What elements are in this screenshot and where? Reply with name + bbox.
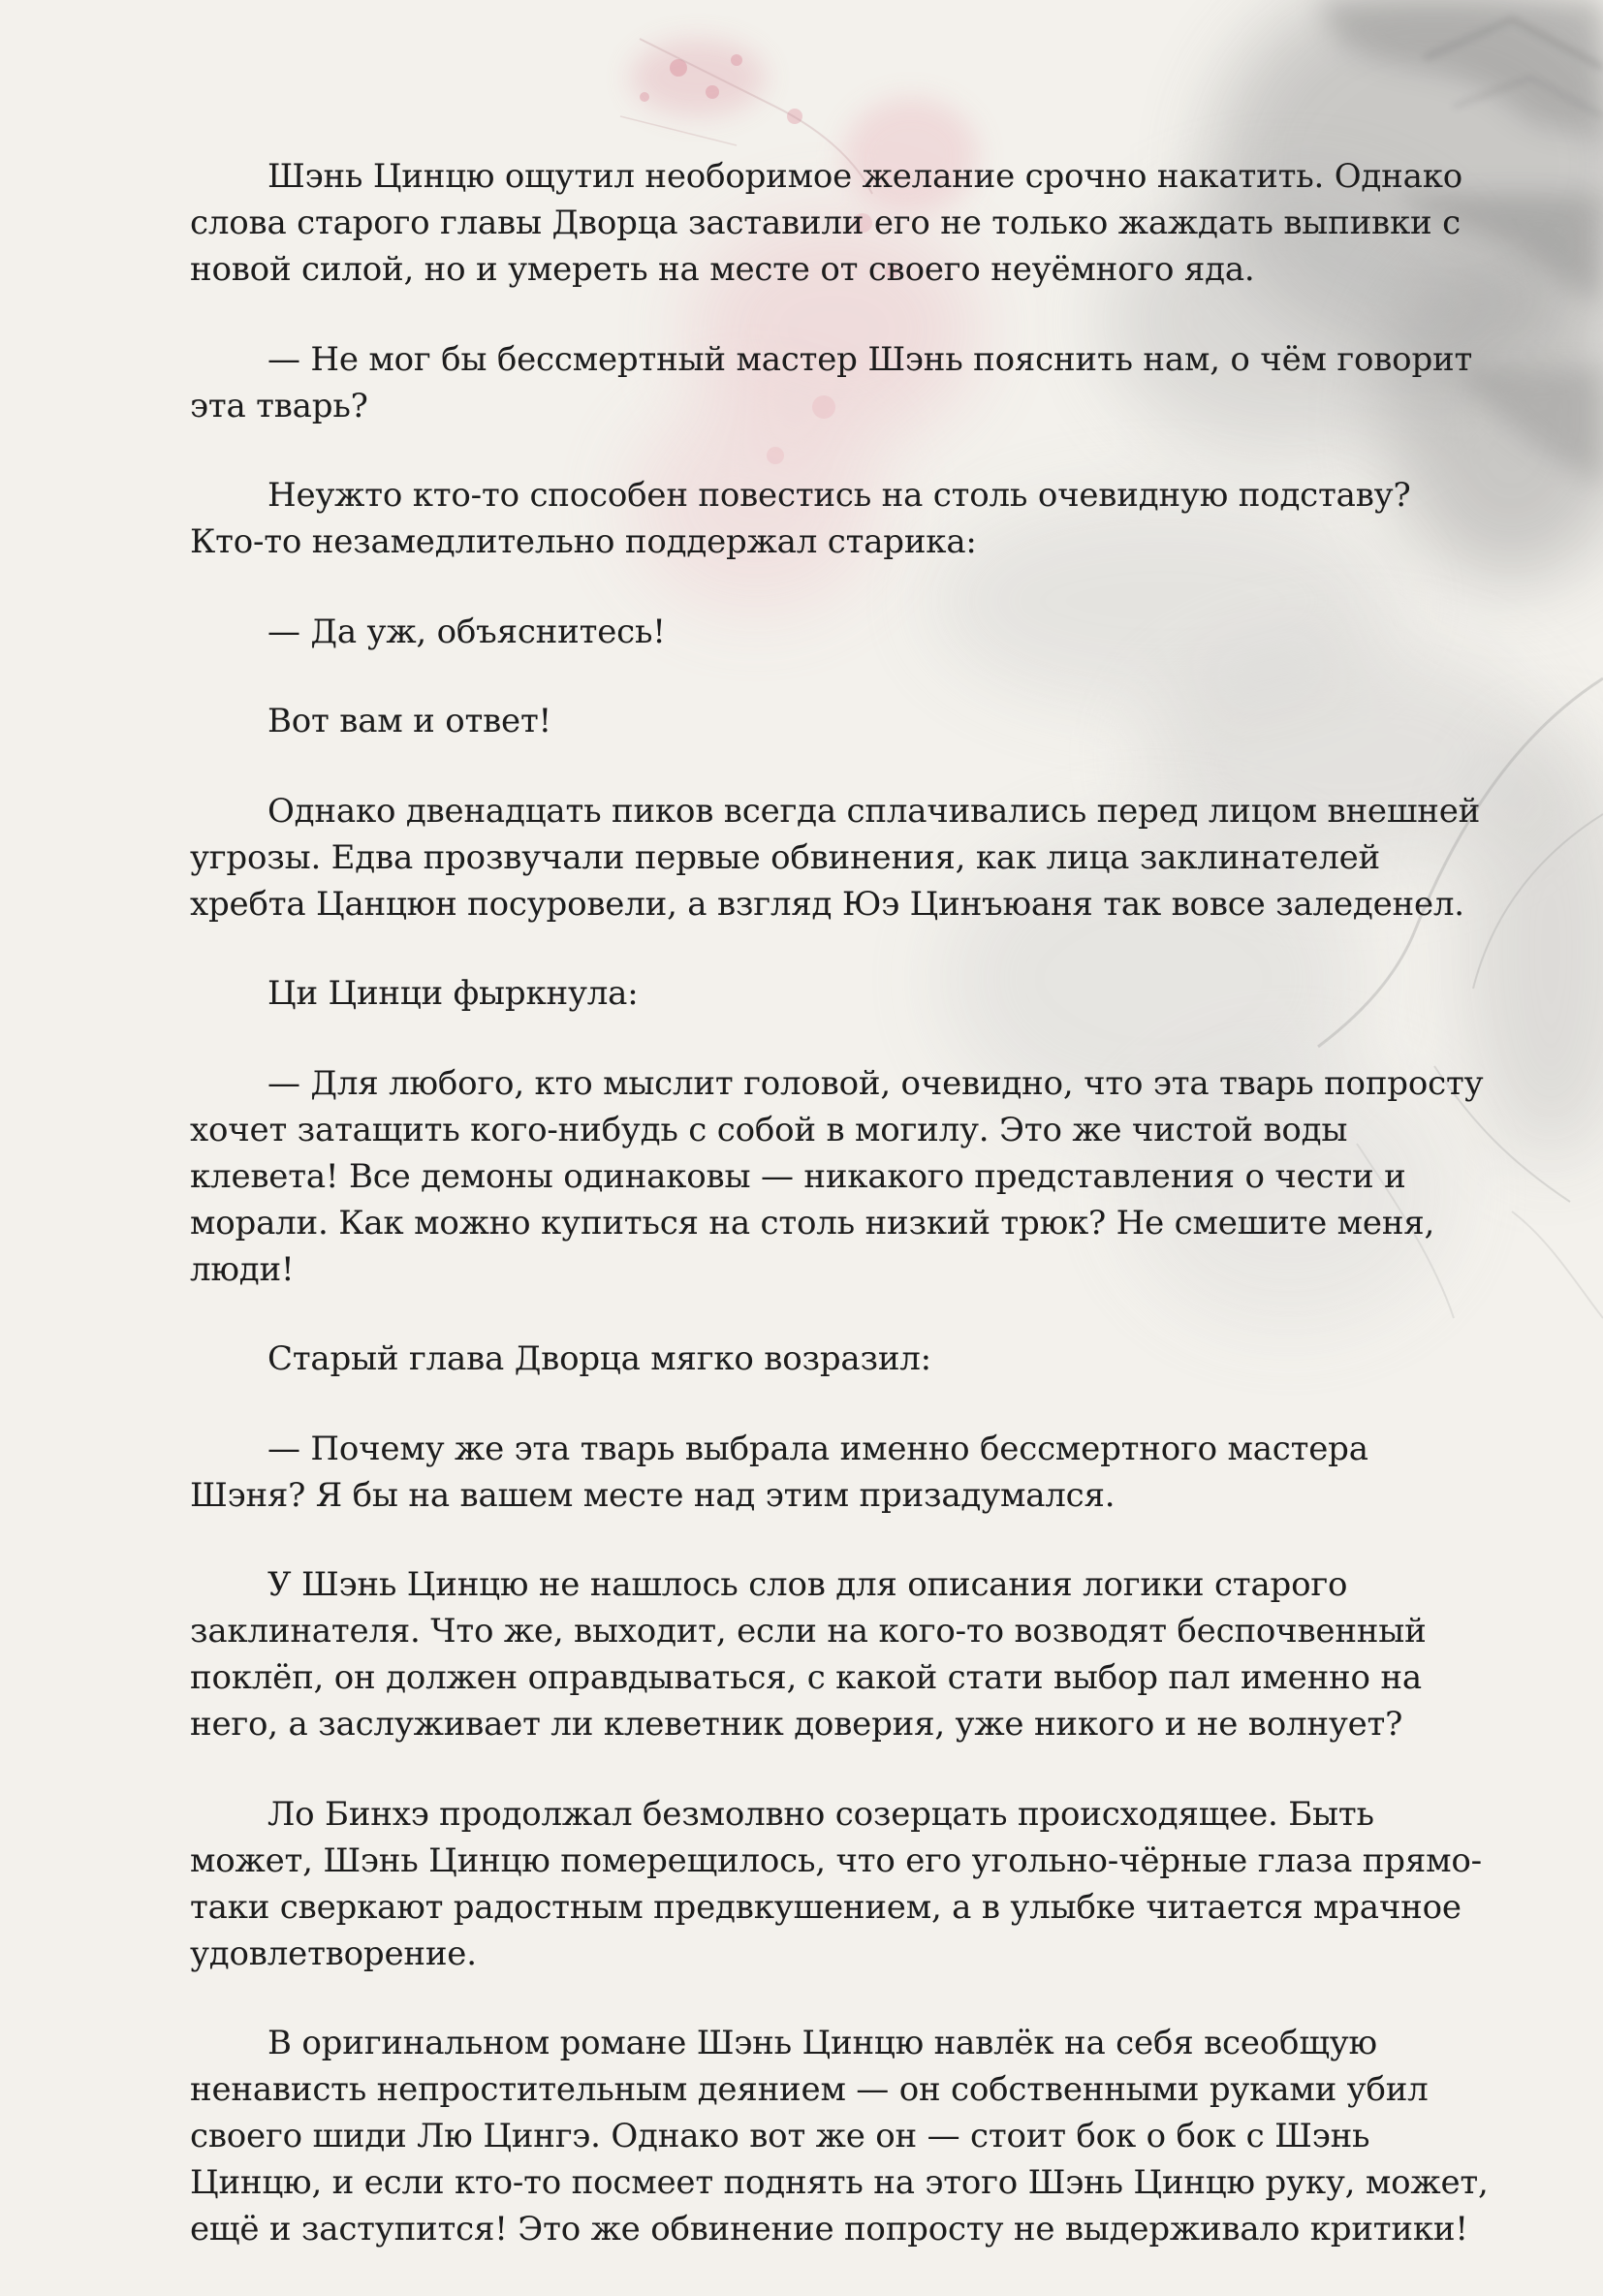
paragraph: Старый глава Дворца мягко возразил: — [267, 1339, 931, 1378]
paragraph: — Почему же эта тварь выбрала именно бессмертного мастера Шэня? Я бы на вашем месте над этим призадумался. — [190, 1429, 1368, 1515]
paragraph: У Шэнь Цинцю не нашлось слов для описания логики старого заклинателя. Что же, выходит, если на кого-то возводят беспочвенный поклёп, он должен оправдываться, с какой стати выбор пал именно на него, а заслуживает ли клеветник доверия, уже никого и не волнует? — [190, 1565, 1427, 1744]
paragraph: Вот вам и ответ! — [267, 702, 552, 740]
paragraph: В оригинальном романе Шэнь Цинцю навлёк на себя всеобщую ненависть непростительным деянием — он собственными руками убил своего шиди Лю Цингэ. Однако вот же он — стоит бок о бок с Шэнь Цинцю, и если кто-то посмеет поднять на этого Шэнь Цинцю руку, может, ещё и заступится! Это же обвинение попросту не выдерживало критики! — [190, 2024, 1489, 2249]
paragraph: Ци Цинци фыркнула: — [267, 974, 639, 1013]
paragraph: Шэнь Цинцю ощутил необоримое желание срочно накатить. Однако слова старого главы Дворца заставили его не только жаждать выпивки с новой силой, но и умереть на месте от своего неуёмного яда. — [190, 157, 1463, 289]
paragraph: — Да уж, объяснитесь! — [267, 612, 666, 651]
paragraph: — Для любого, кто мыслит головой, очевидно, что эта тварь попросту хочет затащить кого-нибудь с собой в могилу. Это же чистой воды клевета! Все демоны одинаковы — никакого представления о чести и морали. Как можно купиться на столь низкий трюк? Не смешите меня, люди! — [190, 1063, 1484, 1289]
paragraph: Однако двенадцать пиков всегда сплачивались перед лицом внешней угрозы. Едва прозвучали первые обвинения, как лица заклинателей хребта Цанцюн посуровели, а взгляд Юэ Цинъюаня так вовсе заледенел. — [190, 791, 1481, 924]
main-text-column — [190, 153, 1489, 2296]
paragraph: Ло Бинхэ продолжал безмолвно созерцать происходящее. Быть может, Шэнь Цинцю померещилось, что его угольно-чёрные глаза прямо-таки сверкают радостным предвкушением, а в улыбке читается мрачное удовлетворение. — [190, 1794, 1482, 1973]
paragraph: — Не мог бы бессмертный мастер Шэнь пояснить нам, о чём говорит эта тварь? — [190, 339, 1473, 425]
paragraph: Неужто кто-то способен повестись на столь очевидную подставу? Кто-то незамедлительно поддержал старика: — [190, 476, 1411, 561]
